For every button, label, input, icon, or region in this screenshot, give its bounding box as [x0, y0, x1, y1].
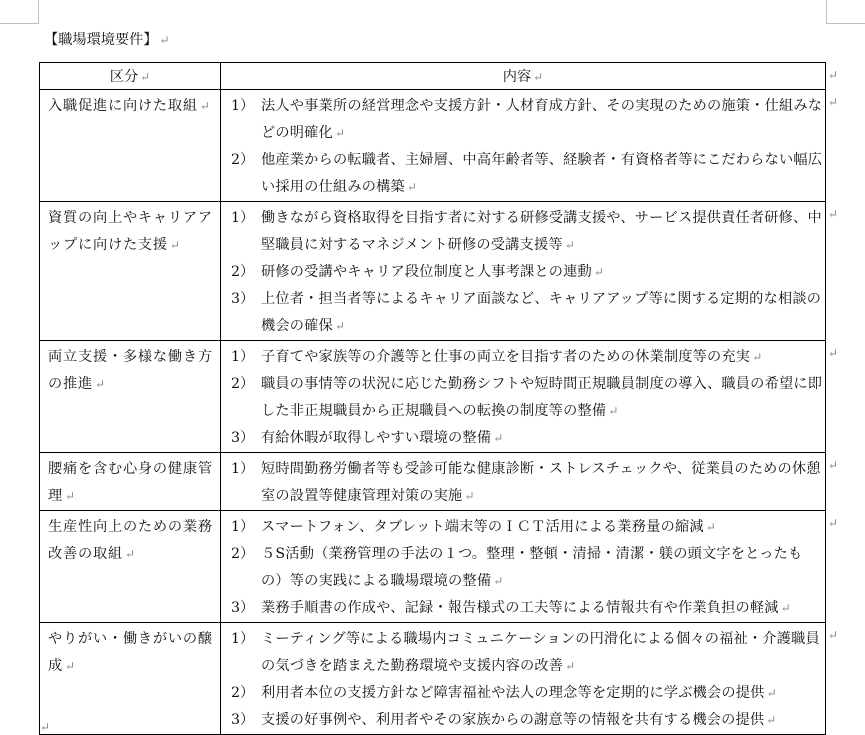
item-text: 子育てや家族等の介護等と仕事の両立を目指す者のための休業制度等の充実: [261, 349, 751, 365]
category-cell: [40, 511, 221, 623]
list-item: [231, 541, 823, 595]
item-text-wrap: [261, 595, 823, 622]
cell-mark-icon: ↵: [94, 377, 106, 391]
cell-mark-icon: ↵: [65, 659, 76, 673]
row-end-mark-icon: ↵: [828, 457, 839, 472]
paragraph-mark-icon: ↵: [493, 574, 504, 588]
section-title-text: 【職場環境要件】: [44, 32, 158, 48]
paragraph-mark-icon: ↵: [464, 489, 475, 503]
table-row: [40, 202, 826, 341]
header-content: [221, 63, 826, 90]
list-item: [231, 259, 823, 286]
item-text-wrap: [261, 541, 823, 595]
row-end-mark-icon: ↵: [828, 67, 839, 82]
list-item: [231, 707, 823, 734]
requirements-table: [39, 62, 826, 735]
item-number: 3）: [231, 600, 255, 616]
item-number: 1）: [231, 98, 255, 114]
item-number: 1）: [231, 519, 255, 535]
crop-mark-top-right: [826, 0, 865, 24]
item-text-wrap: [261, 93, 823, 147]
paragraph-mark-icon: ↵: [493, 431, 504, 445]
paragraph-mark-icon: ↵: [565, 659, 576, 673]
content-cell: [221, 511, 826, 623]
list-item: [231, 147, 823, 201]
item-number: 1）: [231, 631, 255, 647]
paragraph-mark-icon: ↵: [608, 404, 619, 418]
item-text: スマートフォン、タブレット端末等のＩＣＴ活用による業務量の縮減: [261, 519, 704, 535]
list-item: [231, 626, 823, 680]
cell-mark-icon: ↵: [65, 489, 76, 503]
item-text-wrap: [261, 425, 823, 452]
paragraph-mark-icon: ↵: [564, 238, 575, 252]
item-text-wrap: [261, 707, 823, 734]
category-label: 腰痛を含む心身の健康管理: [48, 461, 213, 504]
item-number: 3）: [231, 291, 255, 307]
list-item: [231, 514, 823, 541]
table-body: [40, 90, 826, 735]
item-text-wrap: [261, 286, 823, 340]
item-number: 3）: [231, 712, 255, 728]
item-text: 上位者・担当者等によるキャリア面談など、キャリアアップ等に関する定期的な相談の機会の確保: [261, 291, 822, 334]
item-number: 2）: [231, 376, 255, 392]
item-text: 業務手順書の作成や、記録・報告様式の工夫等による情報共有や作業負担の軽減: [261, 600, 779, 616]
table-row: [40, 623, 826, 735]
header-category-label: 区分: [109, 69, 139, 85]
table-row: [40, 90, 826, 202]
cell-mark-icon: ↵: [124, 547, 136, 561]
list-item: [231, 286, 823, 340]
table-row: [40, 511, 826, 623]
item-text-wrap: [261, 205, 823, 259]
item-text-wrap: [261, 626, 823, 680]
item-text: 法人や事業所の経営理念や支援方針・人材育成方針、その実現のための施策・仕組みなどの明確化: [261, 98, 823, 141]
content-cell: [221, 341, 826, 453]
item-text: 有給休暇が取得しやすい環境の整備: [261, 430, 492, 446]
content-cell: [221, 623, 826, 735]
table-row: [40, 341, 826, 453]
item-text-wrap: [261, 371, 823, 425]
paragraph-mark-icon: ↵: [766, 686, 777, 700]
row-end-mark-icon: ↵: [828, 206, 839, 221]
item-text: 利用者本位の支援方針など障害福祉や法人の理念等を定期的に学ぶ機会の提供: [261, 685, 765, 701]
content-cell: [221, 202, 826, 341]
crop-mark-top-left: [0, 0, 39, 24]
category-cell: [40, 341, 221, 453]
category-label: 資質の向上やキャリアアップに向けた支援: [48, 210, 213, 253]
item-text-wrap: [261, 456, 823, 510]
paragraph-mark-icon: ↵: [780, 601, 791, 615]
item-text: 研修の受講やキャリア段位制度と人事考課との連動: [261, 264, 592, 280]
row-end-mark-icon: ↵: [828, 627, 839, 642]
section-title: [44, 29, 170, 49]
paragraph-mark-icon: ↵: [334, 126, 346, 140]
paragraph-mark-icon: ↵: [334, 319, 346, 333]
category-cell: [40, 90, 221, 202]
category-cell: [40, 453, 221, 511]
list-item: [231, 344, 823, 371]
paragraph-mark-icon: ↵: [705, 520, 717, 534]
header-category: [40, 63, 221, 90]
cell-mark-icon: ↵: [140, 70, 151, 84]
item-text: 他産業からの転職者、主婦層、中高年齢者等、経験者・有資格者等にこだわらない幅広い採用の仕組みの構築: [261, 152, 823, 195]
table-header-row: [40, 63, 826, 90]
item-text-wrap: [261, 514, 823, 541]
item-text: ５S活動（業務管理の手法の１つ。整理・整頓・清掃・清潔・躾の頭文字をとったもの）等の実践による職場環境の整備: [261, 546, 803, 589]
item-text: 支援の好事例や、利用者やその家族からの謝意等の情報を共有する機会の提供: [261, 712, 765, 728]
item-text: ミーティング等による職場内コミュニケーションの円滑化による個々の福祉・介護職員の気づきを踏まえた勤務環境や支援内容の改善: [261, 631, 820, 674]
cell-mark-icon: ↵: [533, 70, 544, 84]
category-label: 入職促進に向けた取組: [48, 98, 198, 114]
row-end-mark-icon: ↵: [828, 345, 839, 360]
item-text-wrap: [261, 680, 823, 707]
cell-mark-icon: ↵: [199, 99, 211, 113]
list-item: [231, 425, 823, 452]
category-label: やりがい・働きがいの醸成: [48, 631, 213, 674]
cell-mark-icon: ↵: [169, 238, 181, 252]
row-end-mark-icon: ↵: [828, 515, 839, 530]
table-row: [40, 453, 826, 511]
item-text-wrap: [261, 344, 823, 371]
row-end-mark-icon: ↵: [828, 94, 839, 109]
item-number: 3）: [231, 430, 255, 446]
list-item: [231, 456, 823, 510]
category-cell: [40, 202, 221, 341]
paragraph-mark-icon: ↵: [593, 265, 605, 279]
item-text: 働きながら資格取得を目指す者に対する研修受講支援や、サービス提供責任者研修、中堅職員に対するマネジメント研修の受講支援等: [261, 210, 822, 253]
item-number: 1）: [231, 349, 255, 365]
paragraph-mark-icon: ↵: [406, 180, 418, 194]
paragraph-mark-icon: ↵: [40, 720, 51, 734]
item-number: 1）: [231, 210, 255, 226]
item-text-wrap: [261, 259, 823, 286]
item-text: 短時間勤務労働者等も受診可能な健康診断・ストレスチェックや、従業員のための休憩室の設置等健康管理対策の実施: [261, 461, 821, 504]
category-label: 生産性向上のための業務改善の取組: [48, 519, 213, 562]
list-item: [231, 595, 823, 622]
item-number: 2）: [231, 264, 255, 280]
header-content-label: 内容: [502, 69, 532, 85]
paragraph-mark-icon: ↵: [766, 713, 777, 727]
list-item: [231, 680, 823, 707]
paragraph-mark-icon: ↵: [159, 33, 170, 47]
item-number: 2）: [231, 152, 255, 168]
item-text-wrap: [261, 147, 823, 201]
list-item: [231, 93, 823, 147]
content-cell: [221, 90, 826, 202]
list-item: [231, 205, 823, 259]
item-number: 2）: [231, 546, 255, 562]
list-item: [231, 371, 823, 425]
item-number: 2）: [231, 685, 255, 701]
item-text: 職員の事情等の状況に応じた勤務シフトや短時間正規職員制度の導入、職員の希望に即した非正規職員から正規職員への転換の制度等の整備: [261, 376, 823, 419]
item-number: 1）: [231, 461, 255, 477]
content-cell: [221, 453, 826, 511]
paragraph-mark-icon: ↵: [752, 350, 763, 364]
category-cell: [40, 623, 221, 735]
category-label: 両立支援・多様な働き方の推進: [48, 349, 213, 392]
